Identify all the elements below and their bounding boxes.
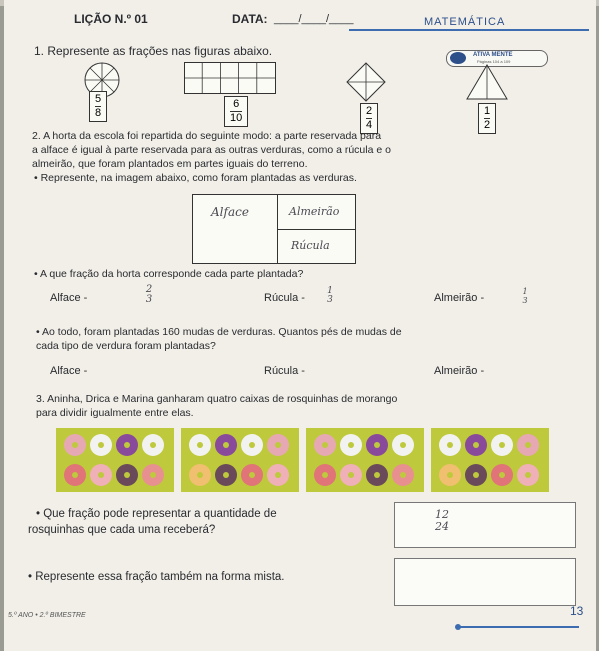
garden-rucula: Rúcula [291, 239, 330, 252]
q3-bullet1-line2: rosquinhas que cada uma receberá? [28, 524, 216, 536]
fraction-5-8 [89, 91, 107, 122]
footer-dot [455, 624, 461, 630]
answer-numerator: 1 [327, 286, 333, 296]
donut [267, 464, 289, 486]
answer-box-mixed[interactable] [394, 558, 576, 606]
fraction-numerator: 2 [366, 105, 373, 117]
donut-boxes [56, 428, 550, 492]
donut [439, 464, 461, 486]
donut [241, 464, 263, 486]
donut [64, 464, 86, 486]
donut [465, 464, 487, 486]
donut [90, 434, 112, 456]
donut [189, 464, 211, 486]
donut [116, 434, 138, 456]
q2-bullet3-line2: cada tipo de verdura foram plantadas? [36, 340, 216, 352]
date-label: DATA: [232, 12, 268, 26]
donut [517, 464, 539, 486]
donut-box-3 [306, 428, 424, 492]
donut [366, 434, 388, 456]
donut [340, 434, 362, 456]
q2-line1: 2. A horta da escola foi repartida do seguinte modo: a parte reservada para [32, 130, 382, 142]
donut [465, 434, 487, 456]
label-rucula-mudas: Rúcula - [264, 365, 305, 377]
fraction-6-10 [224, 96, 248, 127]
donut [64, 434, 86, 456]
donut [392, 434, 414, 456]
answer-fraction [435, 509, 449, 533]
answer-rucula [324, 287, 336, 305]
q2-line3: almeirão, que foram plantados em partes iguais do terreno. [32, 158, 308, 170]
donut [142, 464, 164, 486]
date-value: ____/____/____ [274, 13, 354, 25]
answer-numerator: 1 [522, 287, 528, 296]
fraction-denominator: 4 [366, 119, 373, 131]
garden-alface: Alface [211, 205, 249, 219]
diamond-figure [346, 62, 386, 102]
donut [340, 464, 362, 486]
answer-numerator: 12 [435, 508, 449, 521]
label-almeirao: Almeirão - [434, 292, 485, 304]
subject-bar [349, 29, 589, 31]
donut [90, 464, 112, 486]
donut-box-2 [181, 428, 299, 492]
q2-bullet1: • Represente, na imagem abaixo, como foram plantadas as verduras. [34, 172, 357, 184]
q3-bullet1-line1: • Que fração pode representar a quantidade de [36, 508, 277, 520]
q2-bullet3-line1: • Ao todo, foram plantadas 160 mudas de verduras. Quantos pés de mudas de [36, 326, 402, 338]
donut [314, 464, 336, 486]
triangle-figure [466, 64, 508, 100]
donut [392, 464, 414, 486]
donut [116, 464, 138, 486]
garden-almeirao: Almeirão [289, 205, 340, 218]
donut-box-1 [56, 428, 174, 492]
donut [142, 434, 164, 456]
donut [491, 464, 513, 486]
donut-box-4 [431, 428, 549, 492]
donut [215, 464, 237, 486]
answer-numerator: 2 [145, 284, 153, 295]
q2-bullet2: • A que fração da horta corresponde cada parte plantada? [34, 268, 304, 280]
footer-line [459, 626, 579, 628]
q1-text: 1. Represente as frações nas figuras abaixo. [34, 44, 273, 58]
answer-alface [142, 285, 156, 305]
garden-diagram [192, 194, 356, 264]
answer-denominator: 3 [145, 294, 153, 305]
badge-title: ATIVA MENTE [473, 52, 513, 58]
donut [215, 434, 237, 456]
garden-divider-horizontal [277, 229, 355, 230]
answer-denominator: 3 [327, 295, 333, 305]
worksheet-page [4, 0, 596, 651]
label-almeirao-mudas: Almeirão - [434, 365, 485, 377]
q3-line2: para dividir igualmente entre elas. [36, 407, 194, 419]
answer-denominator: 3 [522, 296, 528, 305]
lesson-number: LIÇÃO N.º 01 [74, 12, 148, 26]
brain-icon [450, 52, 466, 64]
fraction-denominator: 2 [484, 119, 491, 131]
fraction-1-2 [478, 103, 496, 134]
q3-line1: 3. Aninha, Drica e Marina ganharam quatro caixas de rosquinhas de morango [36, 393, 398, 405]
answer-box-fraction[interactable] [394, 502, 576, 548]
label-alface: Alface - [50, 292, 88, 304]
donut [491, 434, 513, 456]
donut [189, 434, 211, 456]
donut [517, 434, 539, 456]
fraction-denominator: 8 [95, 107, 102, 119]
fraction-numerator: 5 [95, 93, 102, 105]
donut [439, 434, 461, 456]
fraction-numerator: 6 [233, 98, 240, 110]
answer-denominator: 24 [435, 520, 449, 533]
label-rucula: Rúcula - [264, 292, 305, 304]
q2-line2: a alface é igual à parte reservada para as outras verduras, como a rúcula e o [32, 144, 391, 156]
donut [366, 464, 388, 486]
rectangle-figure [184, 62, 276, 94]
page-number: 13 [570, 604, 584, 618]
subject-title: MATEMÁTICA [424, 16, 506, 28]
donut [241, 434, 263, 456]
badge-subtitle: Páginas 104 a 109 [477, 59, 511, 64]
donut [314, 434, 336, 456]
fraction-denominator: 10 [230, 112, 243, 124]
q3-bullet2: • Represente essa fração também na forma mista. [28, 571, 285, 583]
fraction-numerator: 1 [484, 105, 491, 117]
footer-grade: 5.º ANO • 2.º BIMESTRE [8, 612, 86, 619]
label-alface-mudas: Alface - [50, 365, 88, 377]
answer-almeirao [519, 287, 531, 305]
donut [267, 434, 289, 456]
